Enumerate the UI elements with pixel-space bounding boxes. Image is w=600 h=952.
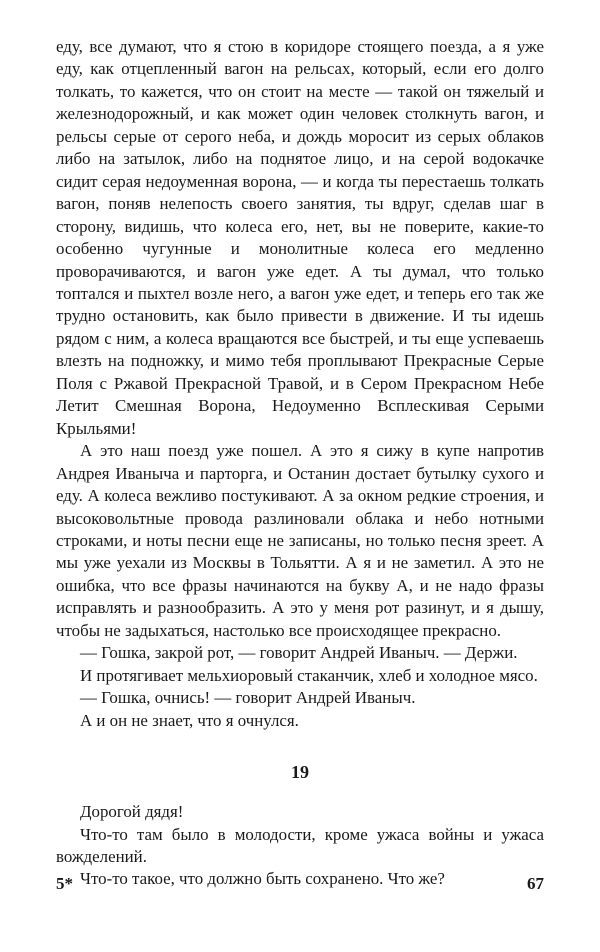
paragraph-8: Что-то там было в молодости, кроме ужаса войны и ужаса вожделений. xyxy=(56,824,544,866)
signature-mark: 5* xyxy=(56,874,73,893)
paragraph-2: А это наш поезд уже пошел. А это я сижу в купе напротив Андрея Иваныча и парторга, и Останин достает бутылку сухого и еду. А колеса вежливо постукивают. А за окном редкие строения, и высоковольтные провода разлиновали облака и небо нотными строками, и ноты песни еще не записаны, но только песня зреет. А мы уже уехали из Москвы в Тольятти. А я и не заметил. А это не ошибка, что все фразы начинаются на букву А, и не надо фразы исправлять и разнообразить. А это у меня рот разинут, и я дышу, чтобы не задыхаться, настолько все происходящее прекрасно. xyxy=(56,441,544,640)
paragraph-7: Дорогой дядя! xyxy=(80,802,184,822)
chapter-number: 19 xyxy=(291,762,309,783)
paragraph-3: — Гошка, закрой рот, — говорит Андрей Иваныч. — Держи. xyxy=(80,643,518,663)
paragraph-5: — Гошка, очнись! — говорит Андрей Иваныч. xyxy=(80,688,416,708)
paragraph-4: И протягивает мельхиоровый стаканчик, хлеб и холодное мясо. xyxy=(80,665,538,685)
page-body xyxy=(56,36,544,891)
paragraph-1: еду, все думают, что я стою в коридоре стоящего поезда, а я уже еду, как отцепленный вагон на рельсах, который, если его долго толкать, то кажется, что он стоит на месте — такой он тяжелый и железнодорожный, и как может один человек столкнуть вагон, и рельсы серые от серого неба, и дождь моросит из серых облаков либо на затылок, либо на поднятое лицо, и на серой водокачке сидит серая недоуменная ворона, — и когда ты перестаешь толкать вагон, поняв нелепость своего занятия, ты вдруг, сделав шаг в сторону, видишь, что колеса его, нет, вы не поверите, какие-то особенно чугунные и монолитные колеса его медленно проворачиваются, и вагон уже едет. А ты думал, что только топтался и пыхтел возле него, а вагон уже едет, и теперь его так же трудно остановить, как было привести в движение. И ты идешь рядом с ним, а колеса вращаются все быстрей, и ты еще успеваешь влезть на подножку, и мимо тебя проплывают Прекрасные Серые Поля с Ржавой Прекрасной Травой, и в Сером Прекрасном Небе Летит Смешная Ворона, Недоуменно Всплескивая Серыми Крыльями! xyxy=(56,37,544,438)
paragraph-6: А и он не знает, что я очнулся. xyxy=(80,710,299,730)
page-number: 67 xyxy=(527,874,544,893)
paragraph-9: Что-то такое, что должно быть сохранено. Что же? xyxy=(80,869,445,889)
